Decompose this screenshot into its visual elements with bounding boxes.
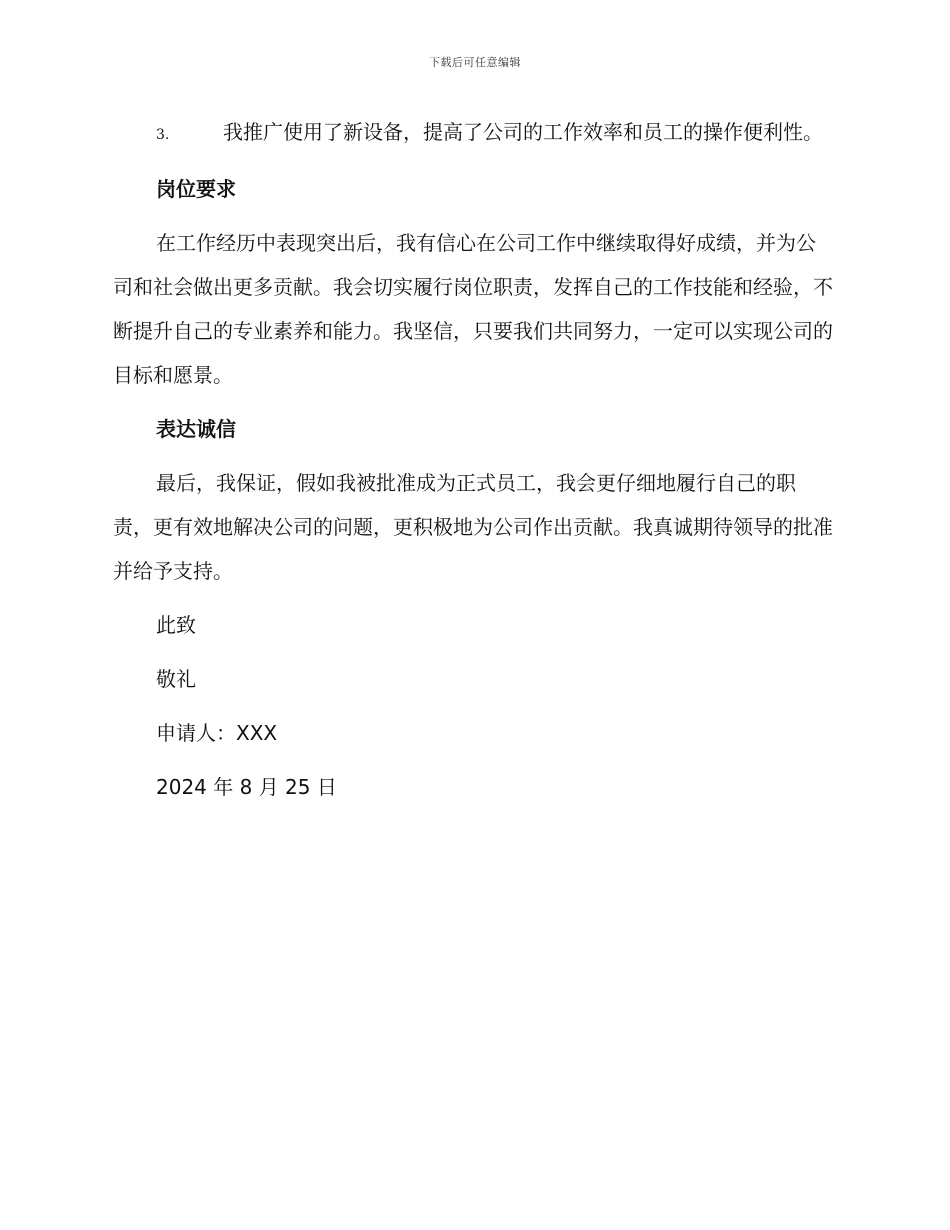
heading-sincerity: 表达诚信	[156, 417, 236, 441]
closing-salutation: 此致	[156, 613, 196, 637]
paragraph-requirements: 在工作经历中表现突出后，我有信心在公司工作中继续取得好成绩，并为公司和社会做出更多贡献。我会切实履行岗位职责，发挥自己的工作技能和经验，不断提升自己的专业素养和能力。我坚信，只要我们共同努力，一定可以实现公司的目标和愿景。	[113, 231, 833, 387]
list-item-text: 我推广使用了新设备，提高了公司的工作效率和员工的操作便利性。	[223, 120, 823, 144]
paragraph-sincerity: 最后，我保证，假如我被批准成为正式员工，我会更仔细地履行自己的职责，更有效地解决公司的问题，更积极地为公司作出贡献。我真诚期待领导的批准并给予支持。	[113, 471, 833, 583]
header-note: 下载后可任意编辑	[429, 56, 521, 69]
closing-regards: 敬礼	[156, 667, 196, 691]
applicant-line: 申请人：XXX	[156, 721, 278, 745]
document-body	[113, 110, 833, 819]
list-item-3	[113, 110, 833, 157]
list-number: 3.	[156, 127, 170, 143]
heading-requirements: 岗位要求	[156, 177, 236, 201]
date-line: 2024 年 8 月 25 日	[156, 775, 337, 799]
